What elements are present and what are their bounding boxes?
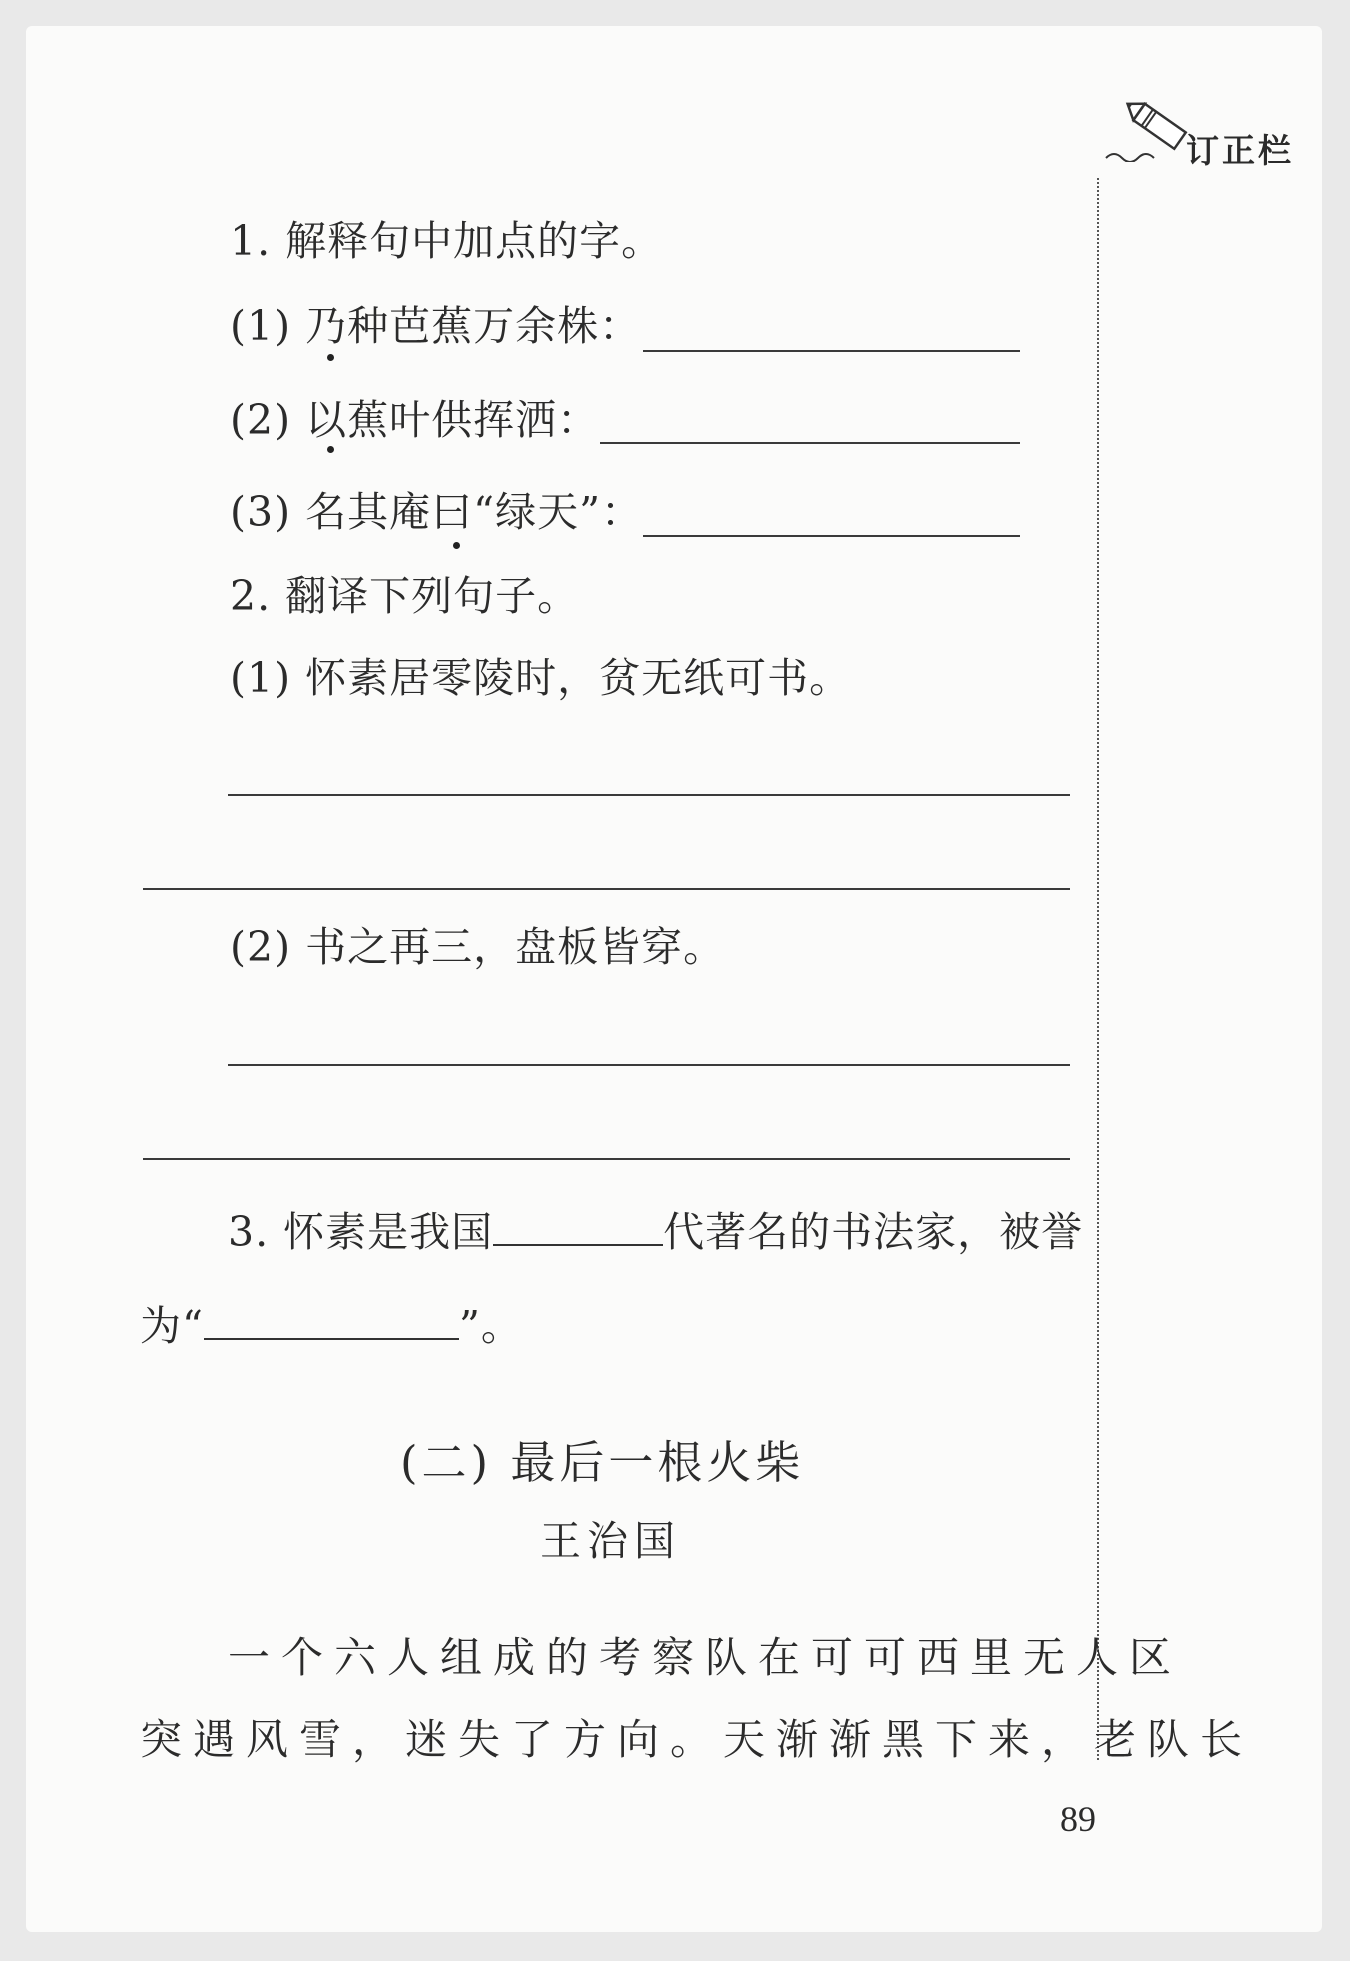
answer-line[interactable] <box>143 1158 1070 1160</box>
answer-line[interactable] <box>600 442 1020 444</box>
emphasis-dot <box>327 446 334 453</box>
passage-line-1: 一个六人组成的考察队在可可西里无人区 <box>228 1633 1183 1682</box>
q3-text-3: 为“ <box>140 1302 204 1350</box>
answer-blank[interactable] <box>204 1304 459 1340</box>
q2-item-2: (2) 书之再三，盘板皆穿。 <box>230 923 726 971</box>
q1-item-3: (3) 名其庵曰“绿天”： <box>230 488 644 536</box>
answer-blank[interactable] <box>493 1210 663 1246</box>
answer-line[interactable] <box>643 535 1020 537</box>
q3-line-1 <box>228 1207 1083 1257</box>
pencil-icon <box>1104 102 1190 162</box>
correction-column-divider <box>1097 178 1099 1760</box>
emphasis-dot <box>453 542 460 549</box>
q3-text-1: 3. 怀素是我国 <box>228 1208 494 1256</box>
answer-line[interactable] <box>228 1064 1070 1066</box>
q1-item-1: (1) 乃种芭蕉万余株： <box>230 302 642 350</box>
answer-line[interactable] <box>228 794 1070 796</box>
page-number: 89 <box>1060 1799 1096 1839</box>
emphasis-dot <box>327 354 334 361</box>
q3-line-2 <box>140 1301 523 1351</box>
passage-line-2: 突遇风雪，迷失了方向。天渐渐黑下来，老队长 <box>140 1715 1254 1764</box>
q1-item-2: (2) 以蕉叶供挥洒： <box>230 396 600 444</box>
passage-author: 王治国 <box>540 1517 681 1565</box>
q3-text-4: ”。 <box>458 1302 523 1350</box>
answer-line[interactable] <box>143 888 1070 890</box>
q3-text-2: 代著名的书法家，被誉 <box>663 1208 1084 1256</box>
q1-heading: 1. 解释句中加点的字。 <box>230 217 664 265</box>
passage-title: (二) 最后一根火柴 <box>400 1436 805 1489</box>
correction-column-label: 订正栏 <box>1186 131 1294 170</box>
answer-line[interactable] <box>643 350 1020 352</box>
q2-item-1: (1) 怀素居零陵时，贫无纸可书。 <box>230 654 852 702</box>
q2-heading: 2. 翻译下列句子。 <box>230 572 580 620</box>
